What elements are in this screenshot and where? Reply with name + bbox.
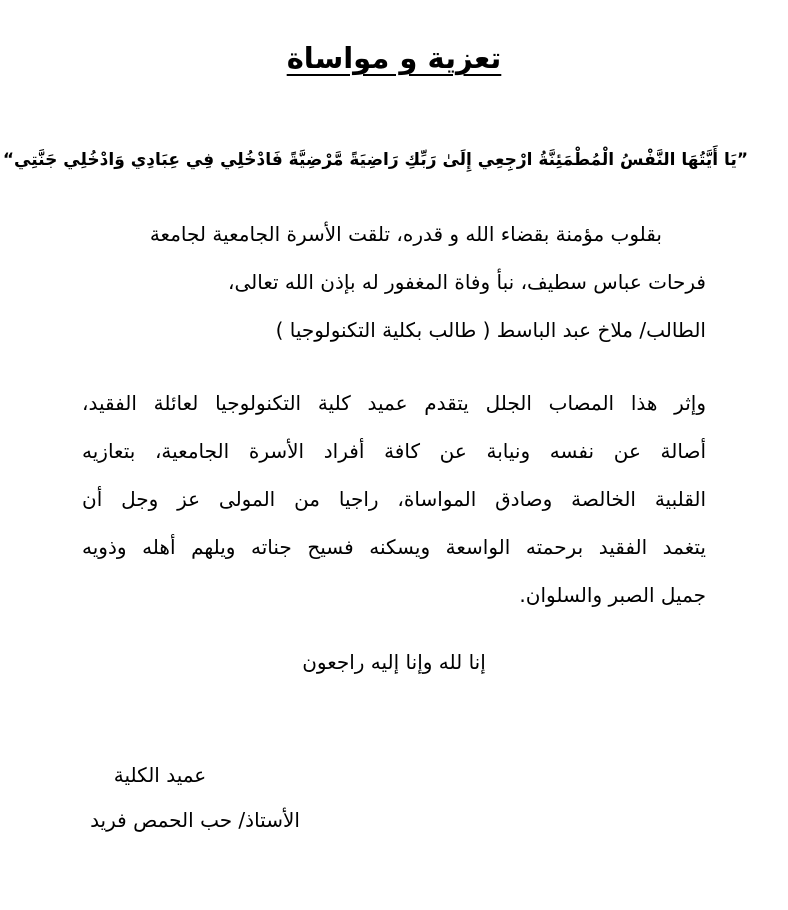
paragraph-line: وإثر هذا المصاب الجلل يتقدم عميد كلية التكنولوجيا لعائلة الفقيد، [82, 391, 706, 415]
paragraph-line: فرحات عباس سطيف، نبأ وفاة المغفور له بإذن الله تعالى، [228, 270, 706, 294]
closing-text: إنا لله وإنا إليه راجعون [302, 650, 486, 674]
paragraph-line: أصالة عن نفسه ونيابة عن كافة أفراد الأسرة الجامعية، بتعازيه [82, 439, 706, 463]
paragraph-announcement [84, 210, 706, 354]
paragraph-line: جميل الصبر والسلوان. [519, 583, 706, 607]
paragraph-line: بقلوب مؤمنة بقضاء الله و قدره، تلقت الأسرة الجامعية لجامعة [149, 222, 662, 246]
closing-phrase [0, 642, 788, 682]
signature-name: الأستاذ/ حب الحمص فريد [90, 808, 300, 832]
signature-title: عميد الكلية [113, 763, 207, 787]
paragraph-condolences [82, 379, 706, 619]
paragraph-line: يتغمد الفقيد برحمته الواسعة ويسكنه فسيح جناته ويلهم أهله وذويه [82, 535, 706, 559]
paragraph-line: القلبية الخالصة وصادق المواساة، راجيا من المولى عز وجل أن [82, 487, 706, 511]
quran-verse: ”يَا أَيَّتُهَا النَّفْسُ الْمُطْمَئِنَّةُ ارْجِعِي إِلَىٰ رَبِّكِ رَاضِيَةً مَّرْضِيَّةً فَادْخُلِي فِي عِبَادِي وَادْخُلِي جَنَّتِي“ [2, 150, 748, 170]
paragraph-line: الطالب/ ملاخ عبد الباسط ( طالب بكلية التكنولوجيا ) [275, 318, 706, 342]
document-title: تعزية و مواساة [286, 41, 502, 75]
